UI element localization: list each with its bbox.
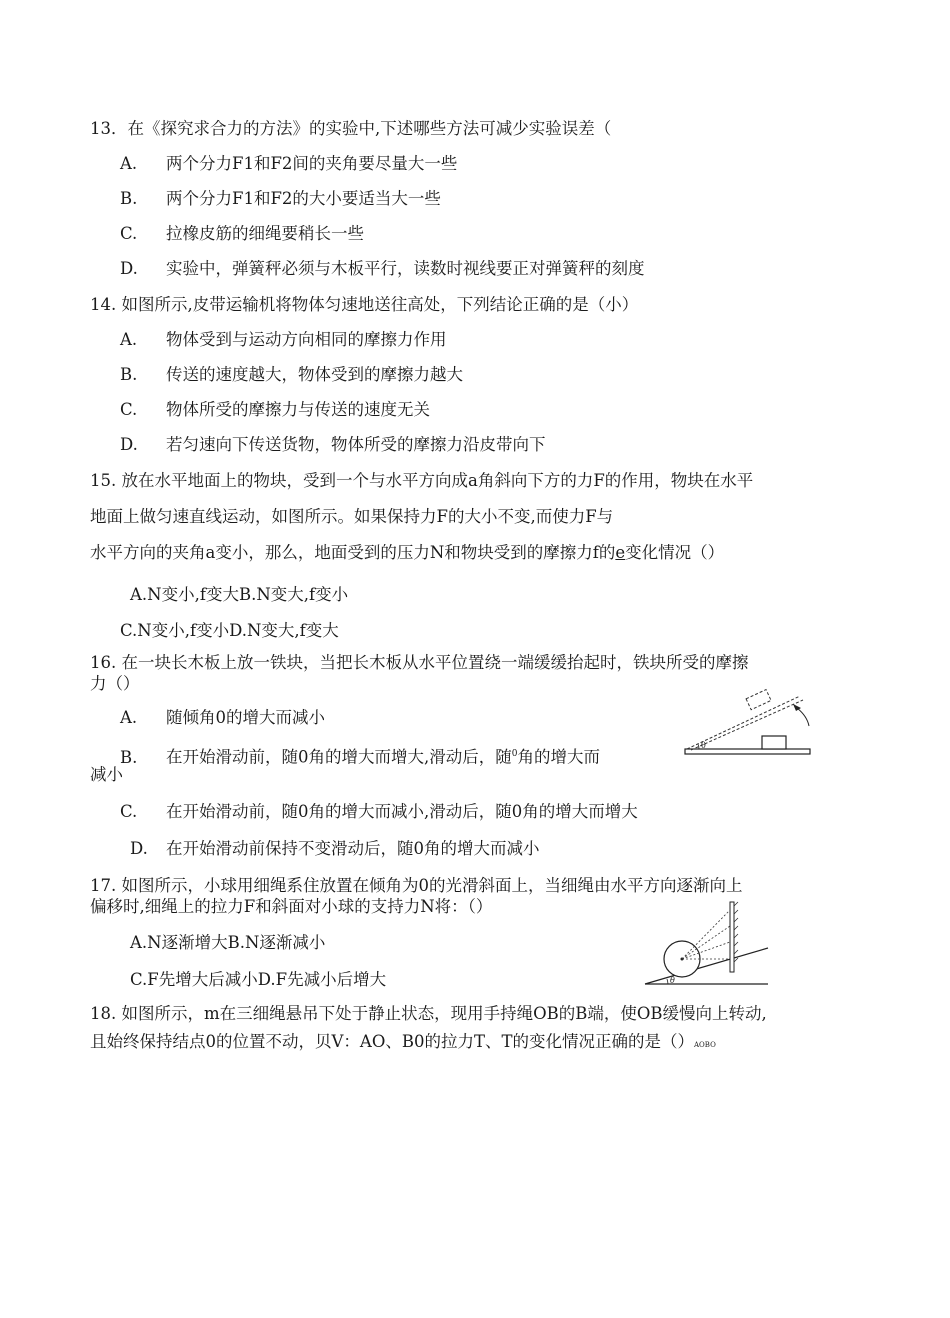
option-text: 随倾角0的增大而减小 [166, 708, 325, 727]
q13-option-b [120, 188, 441, 210]
option-text: 若匀速向下传送货物，物体所受的摩擦力沿皮带向下 [166, 435, 546, 454]
iron-block [762, 736, 786, 749]
q16-board-figure [685, 678, 815, 768]
wall-hatching [734, 902, 738, 962]
q18-line2-text: 且始终保持结点0的位置不动，贝V：AO、B0的拉力T、T的变化情况正确的是（） [90, 1032, 694, 1051]
q16-stem-line2: 力（） [90, 674, 140, 693]
angle-label: θ [701, 741, 706, 750]
q15-options-cd: C.N变小,f变小D.N变大,f变大 [120, 621, 339, 640]
theta-superscript: 0 [511, 749, 518, 759]
q14-option-b [120, 364, 463, 386]
option-label: D. [130, 839, 148, 858]
q16-option-c [120, 801, 638, 823]
option-text-tail: 角的增大而 [517, 747, 600, 767]
q14-option-a [120, 329, 447, 351]
option-text: 两个分力F1和F2间的夹角要尽量大一些 [166, 154, 458, 173]
q17-stem-line2: 偏移时,细绳上的拉力F和斜面对小球的支持力N将：（） [90, 897, 493, 916]
q17-options-cd: C.F先增大后减小D.F先减小后增大 [130, 970, 387, 989]
option-text: 在开始滑动前，随0角的增大而增大,滑动后，随 [166, 747, 512, 767]
option-label: A. [120, 708, 138, 727]
q14-option-d [120, 434, 546, 456]
q18-stem-line2 [90, 1031, 716, 1056]
option-text: 两个分力F1和F2的大小要适当大一些 [166, 189, 441, 208]
q17-slope-figure [640, 898, 770, 988]
option-text: 物体所受的摩擦力与传送的速度无关 [166, 400, 430, 419]
q15-stem-line2: 地面上做匀速直线运动，如图所示。如果保持力F的大小不变,而使力F与 [90, 507, 614, 526]
option-text: 物体受到与运动方向相同的摩擦力作用 [166, 330, 447, 349]
option-text: 在开始滑动前保持不变滑动后，随0角的增大而减小 [166, 839, 540, 858]
q14-stem: 14. 如图所示,皮带运输机将物体匀速地送往高处，下列结论正确的是（小） [90, 295, 639, 314]
q13-option-d [120, 258, 645, 280]
option-label: A. [120, 154, 138, 173]
slope-angle-arc [667, 979, 668, 984]
tilted-block [746, 690, 771, 710]
option-label: C. [120, 224, 138, 243]
rotation-arrow [797, 708, 809, 726]
option-label: C. [120, 802, 138, 821]
option-label: D. [120, 435, 138, 454]
q16-option-d [130, 838, 540, 860]
q16-option-a [120, 707, 325, 729]
slope-line [645, 948, 768, 984]
q14-option-c [120, 399, 430, 421]
wall [730, 902, 734, 972]
q18-subscript-note: AOBO [694, 1041, 716, 1049]
q15-underlined-char: e [615, 543, 626, 562]
option-text: 在开始滑动前，随0角的增大而减小,滑动后，随0角的增大而增大 [166, 802, 638, 821]
option-label: B. [120, 189, 138, 208]
q16-option-b [120, 743, 600, 769]
option-label: C. [120, 400, 138, 419]
option-text: 实验中，弹簧秤必须与木板平行，读数时视线要正对弹簧秤的刻度 [166, 259, 645, 278]
q13-stem: 13．在《探究求合力的方法》的实验中,下述哪些方法可减少实验误差（ [90, 119, 612, 138]
option-label: D. [120, 259, 138, 278]
q17-options-ab: A.N逐渐增大B.N逐渐减小 [130, 933, 326, 952]
option-label: A. [120, 330, 138, 349]
option-label: B. [120, 747, 138, 767]
slope-angle-label: θ [670, 976, 675, 985]
q16-option-b-continued: 减小 [90, 765, 123, 784]
option-text: 拉橡皮筋的细绳要稍长一些 [166, 224, 364, 243]
q15-options-ab: A.N变小,f变大B.N变大,f变小 [130, 585, 349, 604]
q13-option-c [120, 223, 364, 245]
q13-option-a [120, 153, 457, 175]
option-label: B. [120, 365, 138, 384]
q16-stem-line1: 16. 在一块长木板上放一铁块，当把长木板从水平位置绕一端缓缓抬起时，铁块所受的摩擦 [90, 653, 749, 672]
q15-stem-line1: 15. 放在水平地面上的物块，受到一个与水平方向成a角斜向下方的力F的作用，物块在水平 [90, 471, 754, 490]
q15-stem-line3 [90, 542, 724, 564]
q15-line3-tail: 变化情况（） [625, 543, 725, 562]
option-text: 传送的速度越大，物体受到的摩擦力越大 [166, 365, 463, 384]
q18-stem-line1: 18. 如图所示，m在三细绳悬吊下处于静止状态，现用手持绳OB的B端，使OB缓慢向上转动, [90, 1004, 767, 1023]
q17-stem-line1: 17. 如图所示，小球用细绳系住放置在倾角为0的光滑斜面上，当细绳由水平方向逐渐向上 [90, 876, 743, 895]
q15-line3-text: 水平方向的夹角a变小，那么，地面受到的压力N和物块受到的摩擦力f的 [90, 543, 616, 562]
